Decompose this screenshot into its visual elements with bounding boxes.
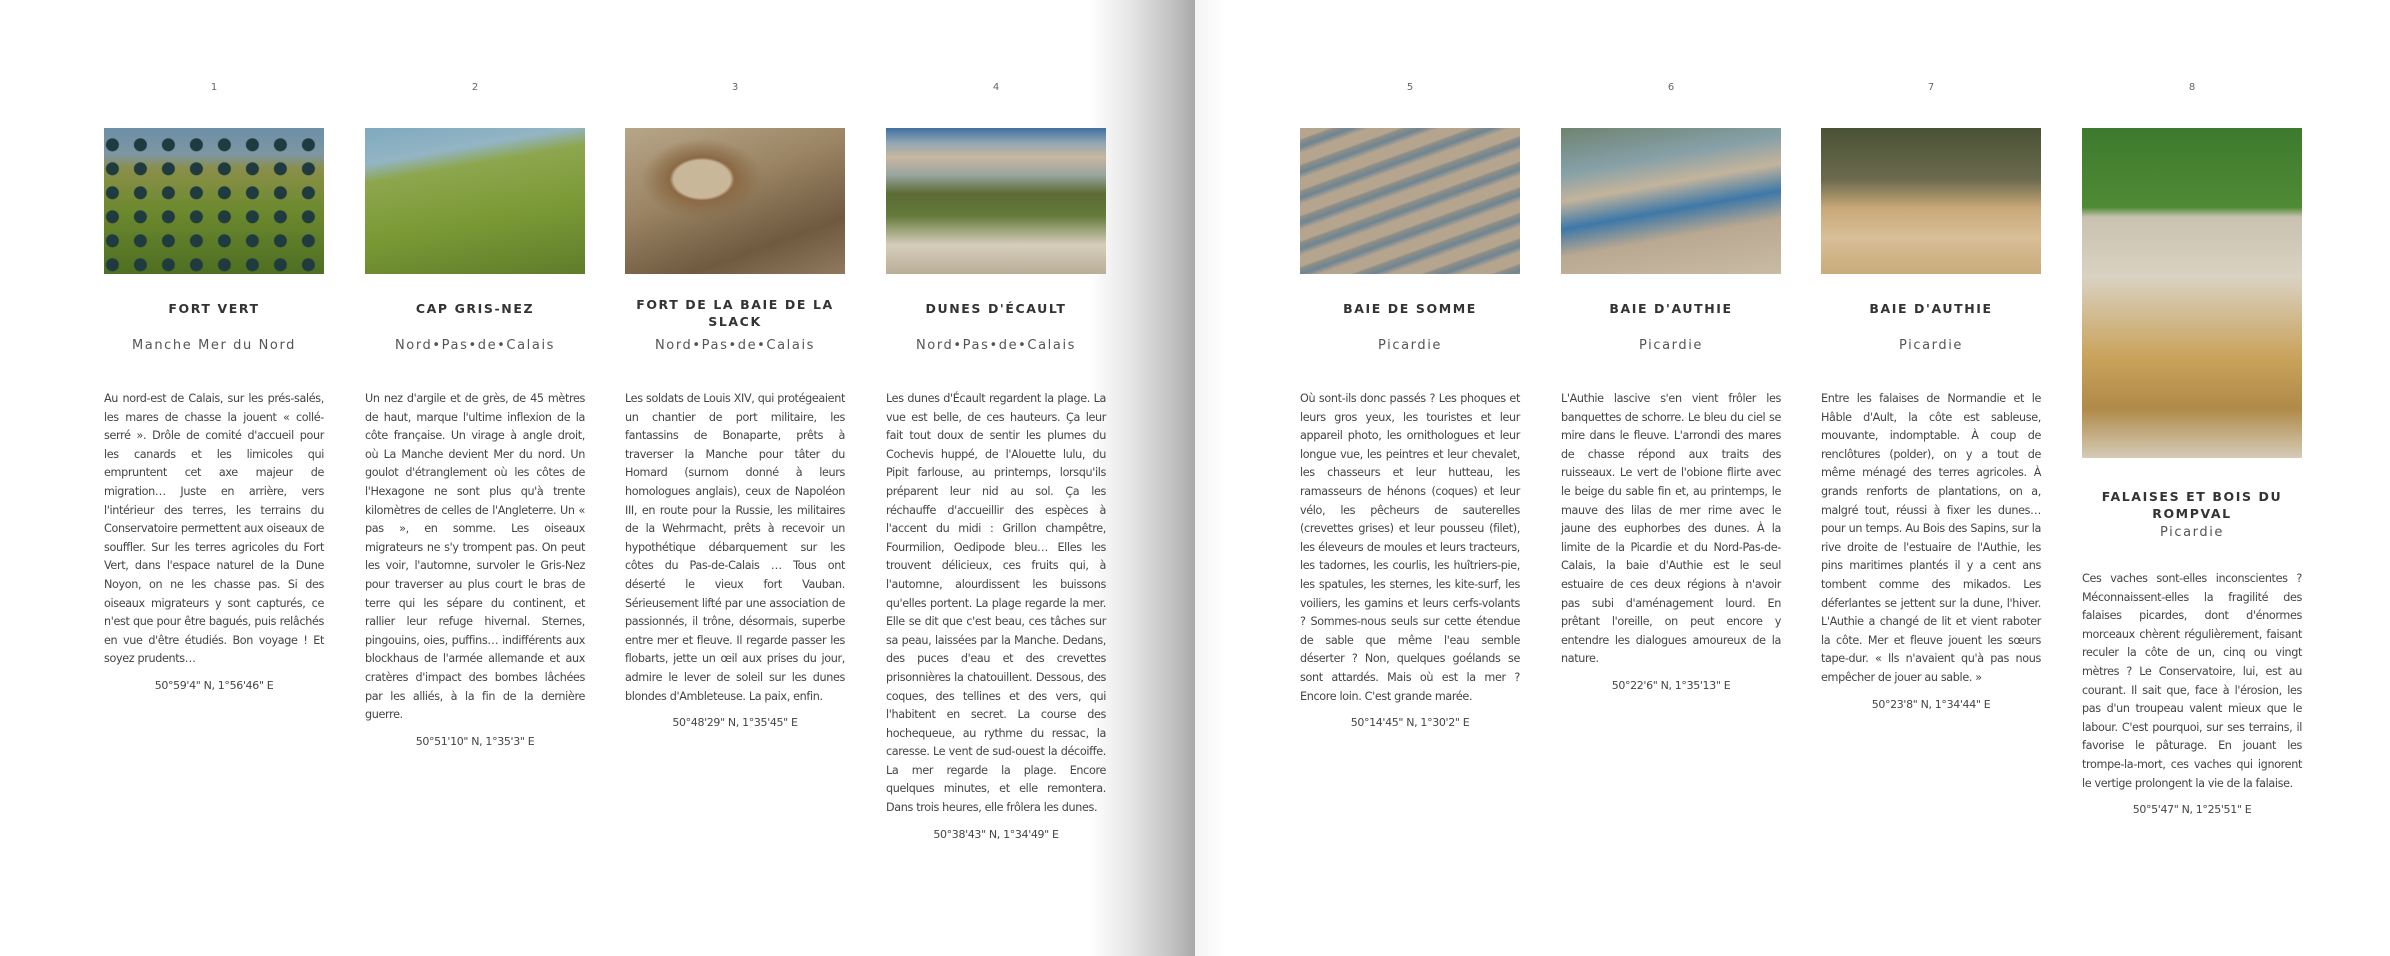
article-region: Picardie	[1898, 338, 1964, 353]
page-number: 4	[992, 82, 1000, 93]
article-region: Picardie	[2159, 525, 2225, 540]
fallen-pines-dune-photo	[1821, 128, 2041, 274]
article-title: CAP GRIS-NEZ	[415, 301, 535, 316]
cliff-headland-photo	[365, 128, 585, 274]
article-region: Picardie	[1377, 338, 1443, 353]
article-body	[625, 390, 845, 733]
article-title: BAIE DE SOMME	[1343, 301, 1477, 316]
article-text: Au nord-est de Calais, sur les prés-salés, les mares de chasse la jouent « collé-serré ». Drôle de comité d'accueil pour les canards et les limicoles qui empruntent cet axe majeur de migration… Juste en arrière, vers l'intérieur des terres, les terrains du Conservatoire permettent aux oiseaux de souffler. Sur les terres agricoles du Fort Vert, dans l'espace naturel de la Dune Noyon, on ne les chasse pas. Si des oiseaux migrateurs y sont capturés, ce n'est que pour être bagués, puis relâchés en vue d'être étudiés. Bon voyage ! Et soyez prudents…	[104, 392, 324, 666]
article-body	[1561, 390, 1781, 696]
chalk-cliff-cows-photo	[2082, 128, 2302, 458]
page-number: 3	[731, 82, 739, 93]
bay-sand-channels-photo	[1300, 128, 1520, 274]
article-title: BAIE D'AUTHIE	[1869, 301, 1993, 316]
fort-on-beach-photo	[625, 128, 845, 274]
dunes-beach-photo	[886, 128, 1106, 274]
article-body	[104, 390, 324, 696]
gps-coordinates: 50°59'4" N, 1°56'46" E	[154, 678, 274, 692]
article-region: Nord•Pas•de•Calais	[654, 338, 816, 353]
gps-coordinates: 50°5'47" N, 1°25'51" E	[2132, 803, 2252, 817]
article-body	[365, 390, 585, 751]
article-region: Nord•Pas•de•Calais	[394, 338, 556, 353]
article-title: FORT VERT	[168, 301, 260, 316]
article-region: Nord•Pas•de•Calais	[915, 338, 1077, 353]
article-text: L'Authie lascive s'en vient frôler les banquettes de schorre. Le bleu du ciel se mire dans le fleuve. L'arrondi des mares de chasse répond aux traits des ruisseaux. Le vert de l'obione flirte avec le beige du sable fin et, au printemps, le mauve des lilas de mer rime avec le jaune des euphorbes des dunes. À la limite de la Picardie et du Nord-Pas-de-Calais, la baie d'Authie est le seul estuaire de ces deux régions à n'avoir pas subi d'aménagement lourd. En prêtant l'oreille, on peut encore y entendre les dialogues amoureux de la nature.	[1561, 392, 1781, 666]
article-region: Picardie	[1638, 338, 1704, 353]
article-region: Manche Mer du Nord	[131, 338, 297, 353]
article-title: BAIE D'AUTHIE	[1609, 301, 1733, 316]
article-text: Entre les falaises de Normandie et le Hâble d'Ault, la côte est sableuse, mouvante, indomptable. À coup de renclôtures (polder), on y a tout de même ménagé des terres agricoles. À grands renforts de plantations, on a, malgré tout, réussi à fixer les dunes… pour un temps. Au Bois des Sapins, sur la rive droite de l'estuaire de l'Authie, les pins maritimes plantés il y a cent ans tombent comme des mikados. Les déferlantes se jettent sur la dune, l'hiver. L'Authie a changé de lit et vient raboter la côte. Mer et fleuve jouent les sœurs tape-dur. « Ils n'avaient qu'à pas nous empêcher de jouer au sable. »	[1821, 392, 2041, 684]
page-number: 1	[210, 82, 218, 93]
article-body	[2082, 570, 2302, 820]
article-text: Les soldats de Louis XIV, qui protégeaient un chantier de port militaire, les fantassins de Bonaparte, prêts à traverser la Manche pour tâter du Homard (surnom donné à leurs homologues anglais), ceux de Napoléon III, en route pour la Russie, les militaires de la Wehrmacht, prêts à recevoir un hypothétique débarquement sur les côtes du Pas-de-Calais … Tous ont déserté le vieux fort Vauban. Sérieusement lifté par une association de passionnés, il trône, désormais, superbe entre mer et fleuve. Il regarde passer les flobarts, jette un œil aux prises du jour, admire le lever de soleil sur les dunes blondes d'Ambleteuse. La paix, enfin.	[625, 392, 845, 703]
gps-coordinates: 50°23'8" N, 1°34'44" E	[1871, 697, 1991, 711]
article-body	[1821, 390, 2041, 714]
article-text: Les dunes d'Écault regardent la plage. La vue est belle, de ces hauteurs. Ça leur fait tout doux de sentir les plumes du Cochevis huppé, de l'Alouette lulu, du Pipit farlouse, au printemps, lorsqu'ils préparent leur nid au sol. Ça les réchauffe d'accueillir des espèces à l'accent du midi : Grillon champêtre, Fourmilion, Oedipode bleu… Elles les trouvent délicieux, ces fruits qui, à l'automne, alourdissent les buissons qu'elles portent. La plage regarde la mer. Elle se dit que c'est beau, ces tâches sur sa peau, laissées par la Manche. Dedans, des puces d'eau et des crevettes prisonnières la chatouillent. Dessous, des coques, des tellines et des vers, qui l'habitent en secret. La course des hochequeue, au rythme du ressac, la caresse. Le vent de sud-ouest la décoiffe. La mer regarde la plage. Encore quelques minutes, et elle remontera. Dans trois heures, elle frôlera les dunes.	[886, 392, 1106, 815]
estuary-river-photo	[1561, 128, 1781, 274]
gps-coordinates: 50°48'29" N, 1°35'45" E	[672, 716, 798, 730]
article-text: Ces vaches sont-elles inconscientes ? Méconnaissent-elles la fragilité des falaises picardes, dont d'énormes morceaux chèrent régulièrement, faisant reculer la côte de un, cinq ou vingt mètres ? Le Conservatoire, lui, est au courant. Il sait que, face à l'érosion, les pas d'un troupeau valent mieux que le labour. C'est pourquoi, sur ses terrains, il favorise le pâturage. En jouant les trompe-la-mort, ces vaches qui ignorent le vertige prolongent la vie de la falaise.	[2082, 572, 2302, 790]
article-title: FALAISES ET BOIS DU ROMPVAL	[2101, 489, 2283, 521]
page-number: 8	[2188, 82, 2196, 93]
gps-coordinates: 50°14'45" N, 1°30'2" E	[1350, 716, 1470, 730]
gps-coordinates: 50°22'6" N, 1°35'13" E	[1611, 678, 1731, 692]
article-title: FORT DE LA BAIE DE LA SLACK	[636, 297, 834, 329]
page-number: 5	[1406, 82, 1414, 93]
gps-coordinates: 50°38'43" N, 1°34'49" E	[933, 827, 1059, 841]
article-title: DUNES D'ÉCAULT	[925, 301, 1067, 316]
page-number: 2	[471, 82, 479, 93]
salt-marsh-ponds-photo	[104, 128, 324, 274]
article-body	[886, 390, 1106, 844]
gps-coordinates: 50°51'10" N, 1°35'3" E	[415, 734, 535, 748]
article-text: Où sont-ils donc passés ? Les phoques et leurs gros yeux, les touristes et leur appareil photo, les ornithologues et leur longue vue, les peintres et leur chevalet, les chasseurs et leur hutteau, les ramasseurs de hénons (coques) et leur vélo, les pêcheurs de sauterelles (crevettes grises) et leur pousseu (filet), les éleveurs de moules et leurs tracteurs, les tadornes, les courlis, les huîtriers-pie, les spatules, les sternes, les kite-surf, les voiliers, les gamins et leurs cerfs-volants ? Sommes-nous seuls sur cette étendue de sable que même l'eau semble déserter ? Non, quelques goélands se sont attardés. Mais où est la mer ? Encore loin. C'est grande marée.	[1300, 392, 1520, 703]
page-number: 6	[1667, 82, 1675, 93]
page-number: 7	[1927, 82, 1935, 93]
article-text: Un nez d'argile et de grès, de 45 mètres de haut, marque l'ultime inflexion de la côte française. Un virage à angle droit, où La Manche devient Mer du nord. Un goulot d'étranglement où les côtes de l'Hexagone ne sont plus qu'à trente kilomètres de celles de l'Angleterre. Un « pas », en somme. Les oiseaux migrateurs ne s'y trompent pas. On peut les voir, l'automne, survoler le Gris-Nez pour traverser au plus court le bras de terre qui les sépare du continent, et rallier leur refuge hivernal. Sternes, pingouins, oies, puffins… indifférents aux blockhaus de l'armée allemande et aux cratères d'impact des bombes lâchées par les alliés, à la fin de la dernière guerre.	[365, 392, 585, 722]
article-body	[1300, 390, 1520, 733]
